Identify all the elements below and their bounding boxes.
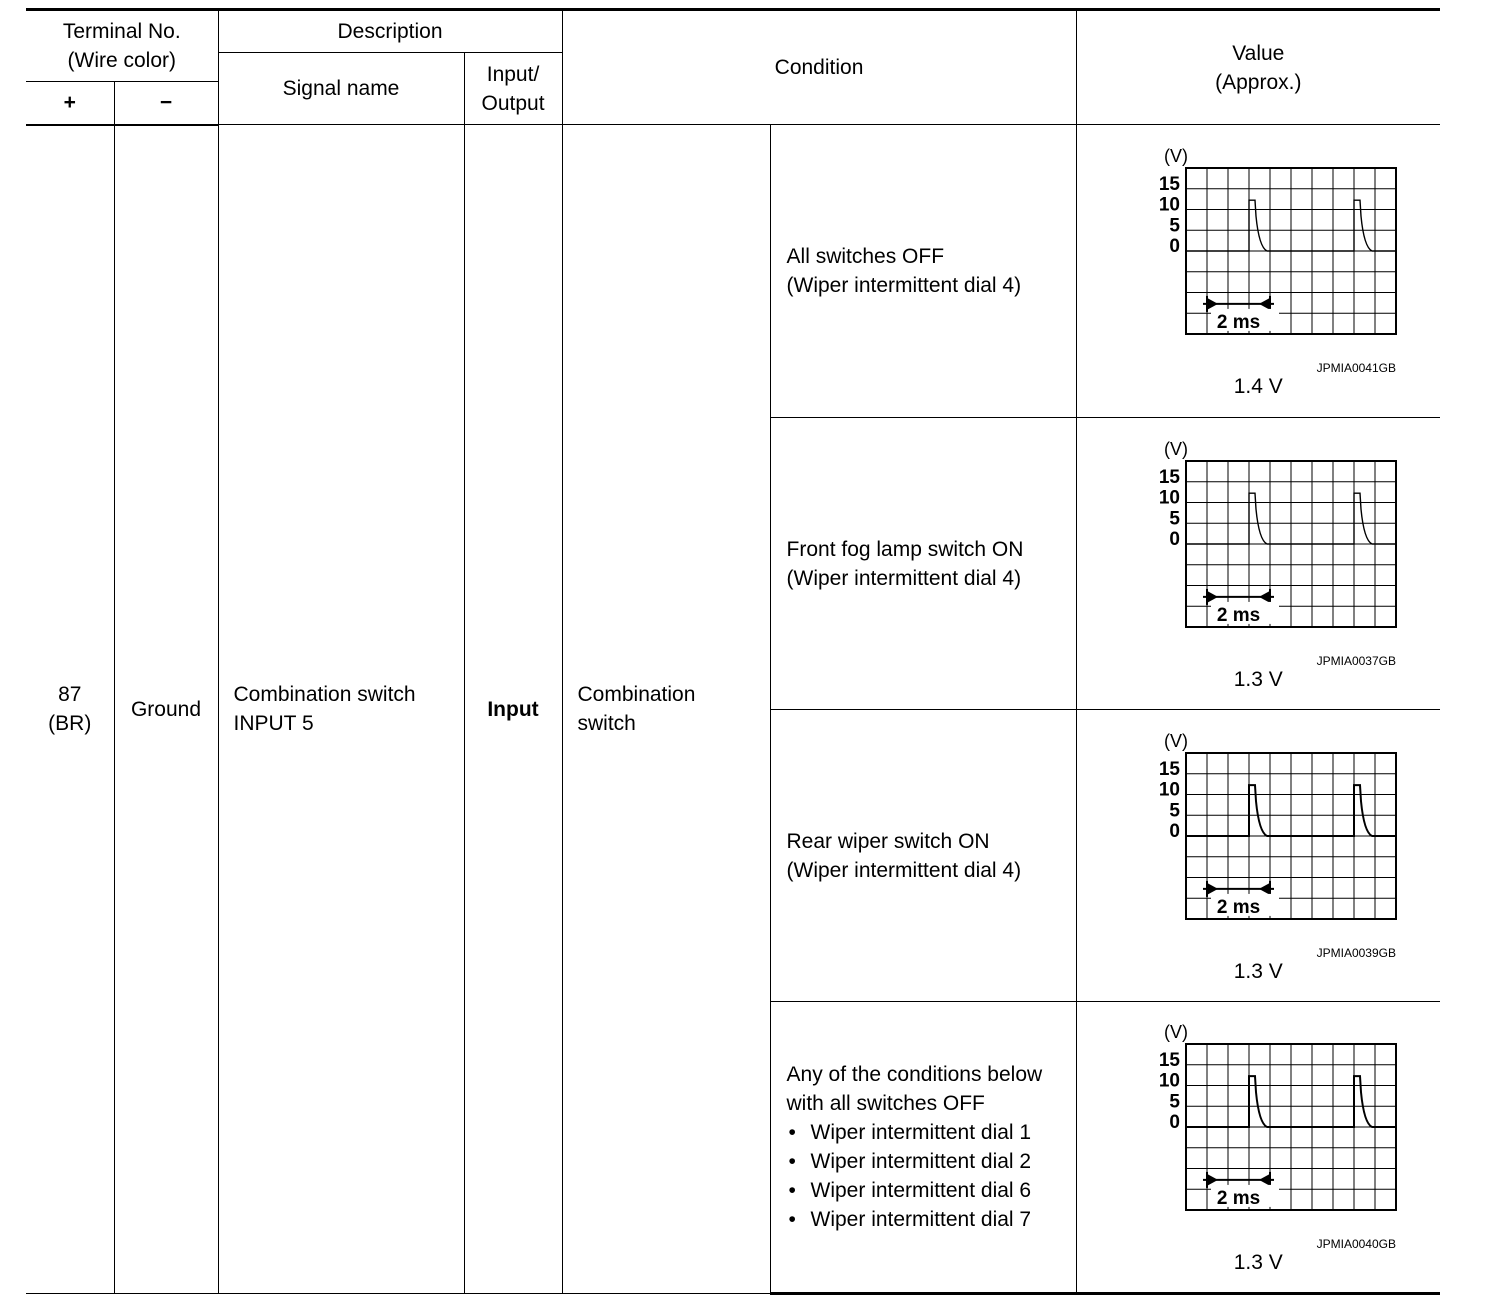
condition-cell bbox=[770, 710, 1076, 1002]
time-scale-label: 2 ms bbox=[1217, 311, 1261, 333]
time-scale-label: 2 ms bbox=[1217, 604, 1261, 626]
y-tick-label: 5 bbox=[1169, 507, 1181, 529]
oscilloscope-waveform bbox=[1108, 435, 1408, 671]
y-tick-label: 10 bbox=[1159, 487, 1181, 509]
oscilloscope-waveform bbox=[1108, 727, 1408, 963]
y-tick-label: 0 bbox=[1169, 236, 1181, 258]
condition-line1: All switches OFF bbox=[786, 245, 945, 268]
value-cell bbox=[1076, 125, 1440, 418]
terminal-spec-table bbox=[26, 8, 1440, 1295]
time-arrow-left bbox=[1259, 298, 1270, 310]
condition-cell bbox=[770, 1002, 1076, 1294]
value-cell bbox=[1076, 710, 1440, 1002]
terminal-number: 87 bbox=[58, 683, 82, 707]
time-scale-label: 2 ms bbox=[1217, 896, 1261, 918]
figure-code: JPMIA0040GB bbox=[1316, 1237, 1397, 1251]
header-signal-name: Signal name bbox=[218, 53, 464, 125]
y-tick-label: 5 bbox=[1169, 1091, 1181, 1113]
y-unit-label: (V) bbox=[1164, 1022, 1189, 1042]
ground-cell: Ground bbox=[114, 125, 218, 1294]
condition-cell bbox=[770, 418, 1076, 710]
y-tick-label: 0 bbox=[1169, 820, 1181, 842]
terminal-number-cell bbox=[26, 125, 114, 1294]
value-cell bbox=[1076, 1002, 1440, 1294]
y-tick-label: 10 bbox=[1159, 779, 1181, 801]
condition-line2: (Wiper intermittent dial 4) bbox=[786, 274, 1022, 297]
header-condition: Condition bbox=[562, 10, 1076, 125]
time-scale-label: 2 ms bbox=[1217, 1187, 1261, 1209]
condition-cell bbox=[770, 125, 1076, 418]
y-unit-label: (V) bbox=[1164, 730, 1189, 751]
oscilloscope-waveform bbox=[1108, 1018, 1408, 1254]
condition-line2: with all switches OFF bbox=[786, 1092, 985, 1115]
condition-bullet: • Wiper intermittent dial 6 bbox=[787, 1176, 1068, 1205]
condition-bullet: • Wiper intermittent dial 1 bbox=[787, 1118, 1068, 1147]
condition-line1: Rear wiper switch ON bbox=[786, 829, 990, 853]
y-tick-label: 10 bbox=[1159, 194, 1181, 216]
signal-name-line2: INPUT 5 bbox=[233, 712, 314, 735]
y-unit-label: (V) bbox=[1164, 146, 1189, 166]
io-cell: Input bbox=[464, 125, 562, 1294]
y-tick-label: 10 bbox=[1159, 1070, 1181, 1092]
header-description: Description bbox=[218, 10, 562, 53]
time-arrow-left bbox=[1259, 882, 1270, 894]
header-terminal-label: Terminal No. bbox=[62, 20, 181, 43]
header-minus: − bbox=[114, 82, 218, 125]
header-io-line2: Output bbox=[481, 91, 545, 115]
condition-bullet: • Wiper intermittent dial 2 bbox=[787, 1147, 1068, 1176]
y-tick-label: 0 bbox=[1169, 528, 1181, 550]
signal-name-line1: Combination switch bbox=[233, 683, 416, 706]
y-unit-label: (V) bbox=[1164, 438, 1189, 459]
oscilloscope-waveform bbox=[1108, 142, 1408, 378]
time-arrow-left bbox=[1259, 1174, 1270, 1186]
component-line1: Combination bbox=[577, 683, 696, 706]
value-text: 1.3 V bbox=[1233, 959, 1283, 983]
y-tick-label: 0 bbox=[1169, 1112, 1181, 1134]
value-cell bbox=[1076, 418, 1440, 710]
value-text: 1.3 V bbox=[1233, 667, 1283, 691]
y-tick-label: 5 bbox=[1169, 799, 1181, 821]
time-arrow-right bbox=[1207, 882, 1218, 894]
header-plus: + bbox=[26, 82, 114, 125]
value-text: 1.4 V bbox=[1233, 375, 1283, 398]
wire-color: (BR) bbox=[48, 712, 92, 736]
header-io-line1: Input/ bbox=[486, 62, 540, 86]
figure-code: JPMIA0039GB bbox=[1316, 945, 1397, 960]
header-value bbox=[1076, 10, 1440, 125]
component-cell bbox=[562, 125, 770, 1294]
y-tick-label: 15 bbox=[1159, 758, 1181, 780]
header-value-label: Value bbox=[1232, 41, 1285, 65]
y-tick-label: 5 bbox=[1169, 215, 1181, 237]
condition-line2: (Wiper intermittent dial 4) bbox=[786, 858, 1022, 882]
time-arrow-right bbox=[1207, 590, 1218, 602]
condition-line2: (Wiper intermittent dial 4) bbox=[786, 566, 1022, 590]
signal-name-cell bbox=[218, 125, 464, 1294]
figure-code: JPMIA0037GB bbox=[1316, 653, 1397, 668]
y-tick-label: 15 bbox=[1159, 466, 1181, 488]
figure-code: JPMIA0041GB bbox=[1316, 361, 1397, 375]
header-input-output bbox=[464, 53, 562, 125]
condition-line1: Front fog lamp switch ON bbox=[786, 537, 1024, 561]
header-wire-color-label: (Wire color) bbox=[67, 49, 176, 72]
time-arrow-right bbox=[1207, 1174, 1218, 1186]
condition-bullet: • Wiper intermittent dial 7 bbox=[787, 1205, 1068, 1234]
header-terminal-no bbox=[26, 10, 218, 82]
header-approx-label: (Approx.) bbox=[1215, 70, 1302, 94]
y-tick-label: 15 bbox=[1159, 174, 1181, 195]
value-text: 1.3 V bbox=[1233, 1251, 1283, 1274]
time-arrow-left bbox=[1259, 590, 1270, 602]
time-arrow-right bbox=[1207, 298, 1218, 310]
y-tick-label: 15 bbox=[1159, 1050, 1181, 1071]
condition-line1: Any of the conditions below bbox=[786, 1063, 1043, 1086]
component-line2: switch bbox=[577, 712, 636, 735]
